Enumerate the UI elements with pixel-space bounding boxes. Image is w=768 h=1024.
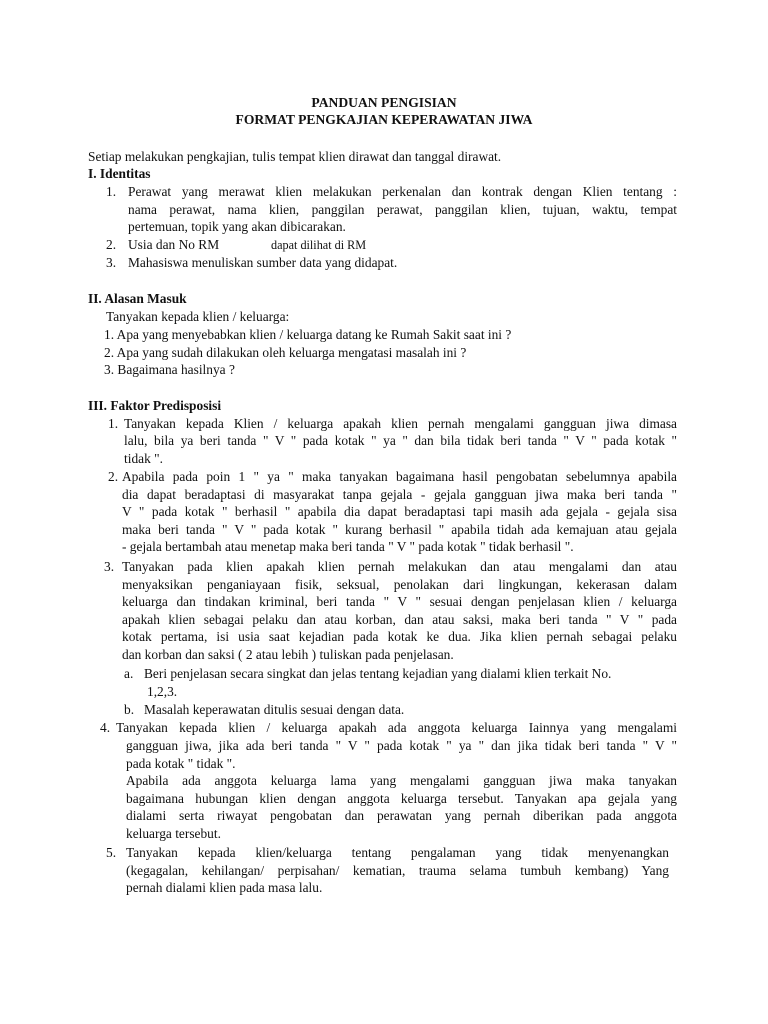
predisposisi-item4-text-cont xyxy=(126,737,677,772)
predisposisi-item4-paragraph2 xyxy=(126,772,677,842)
predisposisi-item5-text xyxy=(126,844,669,897)
predisposisi-item1-num: 1. xyxy=(108,416,119,431)
intro-text: Setiap melakukan pengkajian, tulis tempat klien dirawat dan tanggal dirawat. xyxy=(88,149,502,164)
predisposisi-item2-line: maka beri tanda " V " pada kotak " kurang berhasil " apabila tidah ada kemajuan atau gejala xyxy=(122,521,677,537)
predisposisi-item3-line: Tanyakan pada klien apakah klien pernah melakukan dan atau mengalami dan atau xyxy=(122,559,677,574)
predisposisi-item1-text xyxy=(124,415,677,433)
predisposisi-item4-num: 4. xyxy=(100,720,111,735)
identitas-item3-num: 3. xyxy=(106,255,117,270)
predisposisi-item2-text xyxy=(122,468,677,556)
predisposisi-item2-num: 2. xyxy=(108,469,119,484)
predisposisi-item3-line: kotak pertama, isi usia saat kejadian pada kotak ke dua. Jika klien pernah sebagai pelaku xyxy=(122,629,677,644)
predisposisi-item4-line: gangguan jiwa, jika ada beri tanda " V " pada kotak " ya " dan jika tidak beri tanda " V " xyxy=(126,738,677,753)
predisposisi-item2-line: - gejala bertambah atau menetap maka beri tanda " V " pada kotak " tidak berhasil ". xyxy=(122,539,574,554)
predisposisi-item3-sub-a-num: a. xyxy=(124,666,134,681)
identitas-item2-num: 2. xyxy=(106,237,117,252)
identitas-item1-line: nama perawat, nama klien, panggilan perawat, panggilan klien, tujuan, waktu, tempat xyxy=(128,201,677,217)
predisposisi-item1-line: tidak ". xyxy=(124,450,163,466)
predisposisi-item3-line: keluarga dan tindakan kriminal, beri tanda " V " sesuai dengan penjelasan klien / keluarga xyxy=(122,594,677,609)
predisposisi-item3-sub-b-num: b. xyxy=(124,702,135,717)
predisposisi-item5-line: Tanyakan kepada klien/keluarga tentang pengalaman yang tidak menyenangkan xyxy=(126,845,669,860)
predisposisi-item4-para2-line: Apabila ada anggota keluarga lama yang mengalami gangguan jiwa maka tanyakan xyxy=(126,773,677,788)
section-alasan-heading: II. Alasan Masuk xyxy=(88,291,187,306)
predisposisi-item4-para2-line: bagaimana hubungan klien dengan anggota keluarga tersebut. Tanyakan apa gejala yang xyxy=(126,790,677,806)
predisposisi-item1-line: Tanyakan kepada Klien / keluarga apakah klien pernah mengalami gangguan jiwa dimasa xyxy=(124,416,677,431)
predisposisi-item4-line: Tanyakan kepada klien / keluarga apakah ada anggota keluarga Iainnya yang mengalami xyxy=(116,720,677,735)
identitas-item3-text: Mahasiswa menuliskan sumber data yang didapat. xyxy=(128,255,398,270)
predisposisi-item4-para2-line: dialami serta riwayat pengobatan dan perawatan yang pernah diberikan pada anggota xyxy=(126,808,677,823)
document-title-line2: FORMAT PENGKAJIAN KEPERAWATAN JIWA xyxy=(235,112,533,127)
identitas-item2-text-b: dapat dilihat di RM xyxy=(271,238,367,252)
predisposisi-item3-line: menyaksikan penganiayaan fisik, seksual, penolakan dari lingkungan, kekerasan dalam xyxy=(122,576,677,592)
predisposisi-item3-num: 3. xyxy=(104,559,115,574)
predisposisi-item3-sub-a-line1: Beri penjelasan secara singkat dan jelas tentang kejadian yang dialami klien terkait No. xyxy=(144,666,612,681)
predisposisi-item2-line: dia dapat beradaptasi di masyarakat tanpa gejala - gejala gangguan jiwa maka beri tanda " xyxy=(122,486,677,502)
predisposisi-item3-text xyxy=(122,558,677,663)
section-predisposisi-heading: III. Faktor Predisposisi xyxy=(88,398,222,413)
identitas-item1-text xyxy=(128,183,677,236)
predisposisi-item3-sub-a-line2: 1,2,3. xyxy=(147,684,178,699)
document-title-line1: PANDUAN PENGISIAN xyxy=(311,95,457,110)
predisposisi-item5-num: 5. xyxy=(106,845,117,860)
predisposisi-item3-sub-b-text: Masalah keperawatan ditulis sesuai dengan data. xyxy=(144,702,405,717)
predisposisi-item1-line: lalu, bila ya beri tanda " V " pada kotak " ya " dan bila tidak beri tanda " V " pada kotak " xyxy=(124,433,677,448)
alasan-item: 2. Apa yang sudah dilakukan oleh keluarga mengatasi masalah ini ? xyxy=(104,345,467,360)
predisposisi-item4-para2-line: keluarga tersebut. xyxy=(126,825,221,841)
identitas-item1-num: 1. xyxy=(106,184,117,199)
predisposisi-item3-line: dan korban dan saksi ( 2 atau lebih ) tuliskan pada penjelasan. xyxy=(122,646,454,662)
predisposisi-item4-line: pada kotak " tidak ". xyxy=(126,755,236,771)
predisposisi-item3-line: apakah klien sebagai pelaku dan atau korban, dan atau saksi, maka beri tanda " V " pada xyxy=(122,611,677,627)
predisposisi-item1-text-cont xyxy=(124,432,677,467)
section-identitas-heading: I. Identitas xyxy=(88,166,151,181)
predisposisi-item5-line: pernah dialami klien pada masa lalu. xyxy=(126,880,323,895)
identitas-item1-line: Perawat yang merawat klien melakukan perkenalan dan kontrak dengan Klien tentang : xyxy=(128,184,677,199)
alasan-lead: Tanyakan kepada klien / keluarga: xyxy=(106,309,290,324)
alasan-item: 1. Apa yang menyebabkan klien / keluarga datang ke Rumah Sakit saat ini ? xyxy=(104,327,512,342)
identitas-item1-line: pertemuan, topik yang akan dibicarakan. xyxy=(128,219,346,234)
predisposisi-item2-line: V " pada kotak " berhasil " apabila dia dapat beradaptasi tapi masih ada gejala - gejala sisa xyxy=(122,504,677,519)
predisposisi-item2-line: Apabila pada poin 1 " ya " maka tanyakan bagaimana hasil pengobatan sebelumnya apabila xyxy=(122,469,677,484)
alasan-item: 3. Bagaimana hasilnya ? xyxy=(104,362,235,377)
predisposisi-item4-text xyxy=(116,719,677,737)
identitas-item2-text-a: Usia dan No RM xyxy=(128,237,220,252)
predisposisi-item5-line: (kegagalan, kehilangan/ perpisahan/ kematian, trauma selama tumbuh kembang) Yang xyxy=(126,862,669,878)
